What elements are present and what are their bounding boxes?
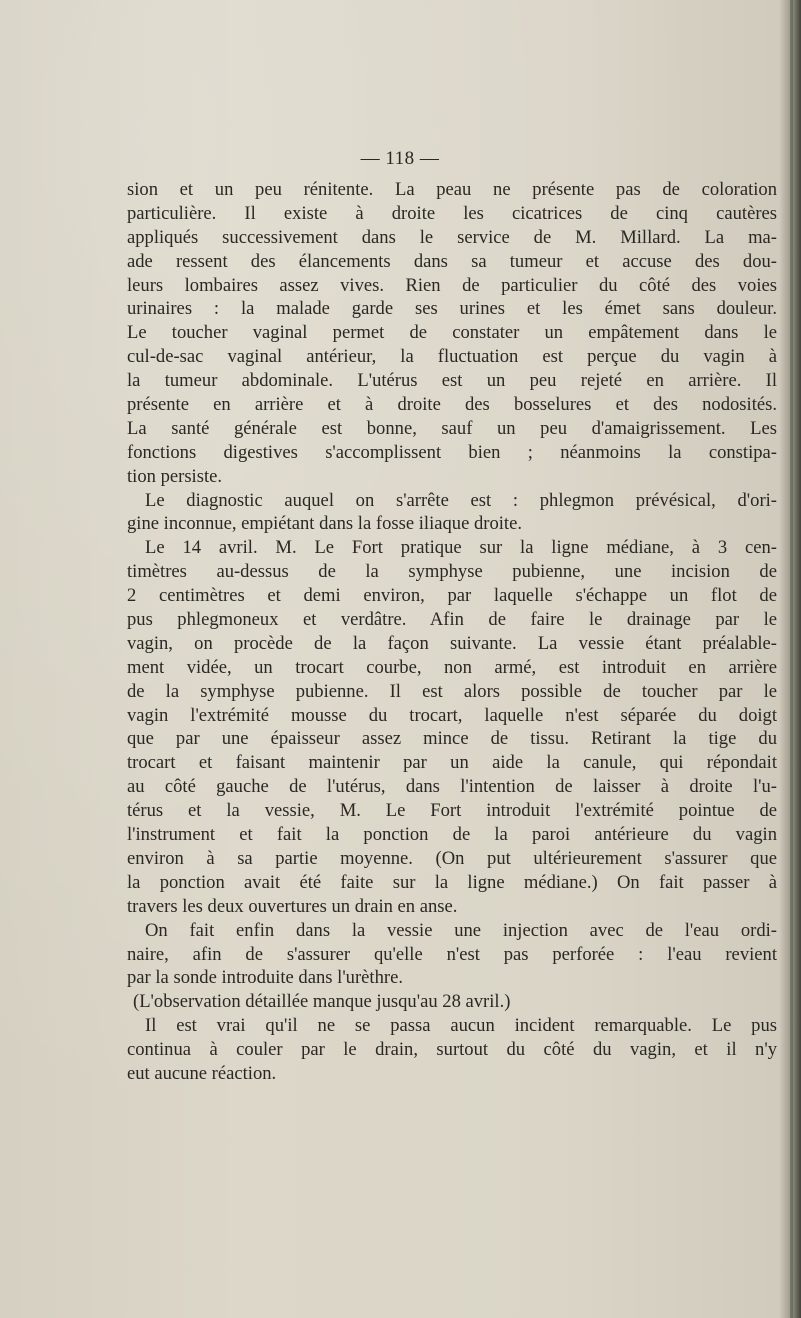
text-line: Le diagnostic auquel on s'arrête est : phlegmon prévésical, d'ori- — [145, 489, 777, 511]
text-line: térus et la vessie, M. Le Fort introduit l'extrémité pointue de — [127, 800, 777, 822]
text-line: que par une épaisseur assez mince de tissu. Retirant la tige du — [127, 728, 777, 750]
text-line: eut aucune réaction. — [127, 1062, 277, 1084]
text-line: présente en arrière et à droite des bosselures et des nodosités. — [127, 394, 777, 416]
page-edge-line — [790, 0, 793, 1318]
text-line: 2 centimètres et demi environ, par laquelle s'échappe un flot de — [127, 585, 777, 607]
text-line: appliqués successivement dans le service de M. Millard. La ma- — [127, 226, 777, 248]
text-line: de la symphyse pubienne. Il est alors possible de toucher par le — [127, 680, 777, 702]
text-line: Le toucher vaginal permet de constater un empâtement dans le — [127, 322, 777, 344]
text-line: La santé générale est bonne, sauf un peu d'amaigrissement. Les — [127, 417, 777, 439]
text-line: pus phlegmoneux et verdâtre. Afin de faire le drainage par le — [127, 609, 777, 631]
text-line: par la sonde introduite dans l'urèthre. — [127, 967, 403, 989]
text-line: vagin, on procède de la façon suivante. La vessie étant préalable- — [127, 632, 777, 654]
text-line: timètres au-dessus de la symphyse pubienne, une incision de — [127, 561, 777, 583]
text-line: particulière. Il existe à droite les cicatrices de cinq cautères — [127, 202, 777, 224]
body-text — [127, 178, 777, 1086]
text-line: naire, afin de s'assurer qu'elle n'est pas perforée : l'eau revient — [127, 943, 777, 965]
text-line: sion et un peu rénitente. La peau ne présente pas de coloration — [127, 179, 777, 200]
text-line: Il est vrai qu'il ne se passa aucun incident remarquable. Le pus — [145, 1015, 777, 1037]
text-line: continua à couler par le drain, surtout du côté du vagin, et il n'y — [127, 1039, 777, 1061]
text-line: travers les deux ouvertures un drain en anse. — [127, 895, 458, 917]
text-line: vagin l'extrémité mousse du trocart, laquelle n'est séparée du doigt — [127, 704, 777, 726]
text-line: la tumeur abdominale. L'utérus est un peu rejeté en arrière. Il — [127, 370, 777, 392]
text-line: Le 14 avril. M. Le Fort pratique sur la ligne médiane, à 3 cen- — [145, 537, 777, 559]
page-number: — 118 — — [360, 148, 440, 169]
text-line: leurs lombaires assez vives. Rien de particulier du côté des voies — [127, 274, 777, 296]
text-line: urinaires : la malade garde ses urines et les émet sans douleur. — [127, 298, 777, 320]
text-line: la ponction avait été faite sur la ligne médiane.) On fait passer à — [127, 871, 777, 893]
text-line: cul-de-sac vaginal antérieur, la fluctuation est perçue du vagin à — [127, 346, 777, 368]
text-line: trocart et faisant maintenir par un aide la canule, qui répondait — [127, 752, 777, 774]
text-line: gine inconnue, empiétant dans la fosse iliaque droite. — [127, 513, 522, 535]
text-line: tion persiste. — [127, 465, 223, 487]
text-line: fonctions digestives s'accomplissent bien ; néanmoins la constipa- — [127, 441, 777, 463]
text-line: au côté gauche de l'utérus, dans l'intention de laisser à droite l'u- — [127, 776, 777, 798]
text-line: ade ressent des élancements dans sa tumeur et accuse des dou- — [127, 250, 777, 272]
text-line: l'instrument et fait la ponction de la paroi antérieure du vagin — [127, 824, 777, 846]
text-line: environ à sa partie moyenne. (On put ultérieurement s'assurer que — [127, 847, 777, 869]
text-line: ment vidée, un trocart courbe, non armé, est introduit en arrière — [127, 656, 777, 678]
text-line: (L'observation détaillée manque jusqu'au 28 avril.) — [133, 991, 511, 1013]
text-line: On fait enfin dans la vessie une injection avec de l'eau ordi- — [145, 919, 777, 941]
